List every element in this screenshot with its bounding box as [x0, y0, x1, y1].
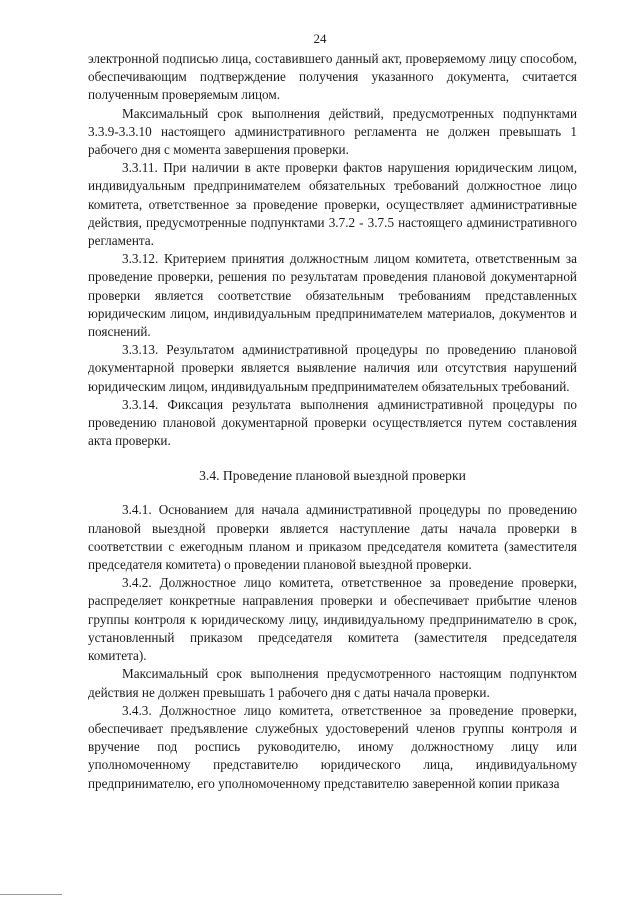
paragraph-max-term-2: Максимальный срок выполнения предусмотренного настоящим подпунктом действия не должен превышать 1 рабочего дня с даты начала проверки.	[88, 666, 577, 700]
paragraph-3-3-12: 3.3.12. Критерием принятия должностным лицом комитета, ответственным за проведение проверки, решения по результатам проведения плановой документарной проверки является соответствие обязательным требованиям представленных юридическим лицом, индивидуальным предпринимателем материалов, документов и пояснений.	[88, 251, 577, 340]
document-body	[88, 50, 577, 793]
section-heading: 3.4. Проведение плановой выездной проверки	[199, 468, 466, 484]
paragraph-3-3-14: 3.3.14. Фиксация результата выполнения административной процедуры по проведению плановой документарной проверки осуществляется путем составления акта проверки.	[88, 396, 577, 449]
paragraph-3-3-11: 3.3.11. При наличии в акте проверки фактов нарушения юридическим лицом, индивидуальным предпринимателем обязательных требований должностное лицо комитета, ответственное за проведение проверки, осуществляет административные действия, предусмотренные подпунктами 3.7.2 - 3.7.5 настоящего административного регламента.	[88, 160, 577, 249]
paragraph-3-3-13: 3.3.13. Результатом административной процедуры по проведению плановой документарной проверки является выявление наличия или отсутствия нарушений юридическим лицом, индивидуальным предпринимателем обязательных требований.	[88, 342, 577, 394]
paragraph-3-4-1: 3.4.1. Основанием для начала административной процедуры по проведению плановой выездной проверки является наступление даты начала проверки в соответствии с ежегодным планом и приказом председателя комитета (заместителя председателя комитета) о проведении плановой выездной проверки.	[88, 502, 577, 573]
paragraph-3-4-3: 3.4.3. Должностное лицо комитета, ответственное за проведение проверки, обеспечивает предъявление служебных удостоверений членов группы контроля и вручение под роспись руководителю, иному должностному лицу или уполномоченному представителю юридического лица, индивидуальному предпринимателю, его уполномоченному представителю заверенной копии приказа	[88, 702, 577, 791]
footer-divider	[0, 894, 62, 895]
page-number: 24	[313, 31, 327, 46]
paragraph-max-term: Максимальный срок выполнения действий, предусмотренных подпунктами 3.3.9-3.3.10 настоящего административного регламента не должен превышать 1 рабочего дня с момента завершения проверки.	[88, 105, 577, 158]
paragraph-3-4-2: 3.4.2. Должностное лицо комитета, ответственное за проведение проверки, распределяет конкретные направления проверки и обеспечивает прибытие членов группы контроля к юридическому лицу, индивидуальному предпринимателю в срок, установленный приказом председателя комитета (заместителя председателя комитета).	[88, 575, 577, 664]
paragraph-continuation: электронной подписью лица, составившего данный акт, проверяемому лицу способом, обеспечивающим подтверждение получения указанного документа, считается полученным проверяемым лицом.	[88, 51, 577, 103]
